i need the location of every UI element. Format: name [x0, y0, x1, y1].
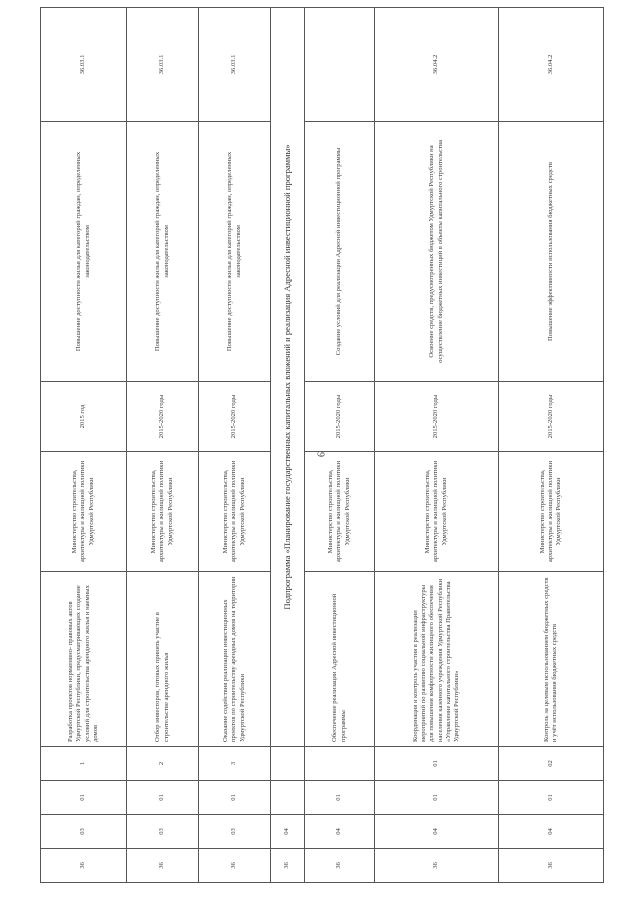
measure-name: Контроль за целевым использованием бюджетных средств и учёт использования бюджетных средств: [499, 572, 604, 747]
page-number: 9: [314, 452, 326, 457]
m-code: 1: [41, 747, 127, 781]
expected-result: Повышение доступности жилья для категорий граждан, определенных законодательством: [127, 122, 199, 382]
executor: Министерство строительства, архитектуры и жилищной политики Удмуртской Республики: [375, 452, 499, 572]
expected-result: Повышение доступности жилья для категорий граждан, определенных законодательством: [199, 122, 271, 382]
indicator-link: 36.03.1: [41, 8, 127, 122]
executor: Министерство строительства, архитектуры и жилищной политики Удмуртской Республики: [127, 452, 199, 572]
measure-name: Разработка проектов нормативно- правовых актов Удмуртской Республики, предусматривающих создание условий для строительства арендного жилья и наемных домов: [41, 572, 127, 747]
gp-code: 36: [41, 849, 127, 883]
rotated-table-sheet: [40, 42, 603, 883]
subprogram-title: Подпрограмма «Планирование государственных капитальных вложений и реализация Адресной инвестиционной программы»: [271, 8, 305, 747]
term: 2015-2020 годы: [305, 382, 375, 452]
om-code: 01: [375, 781, 499, 815]
measure-name: Оказание содействия реализации инвестиционных проектов по строительству арендных домов на территории Удмуртской Республики: [199, 572, 271, 747]
term: 2015-2020 годы: [375, 382, 499, 452]
indicator-link: 36.03.1: [199, 8, 271, 122]
pp-code: 04: [499, 815, 604, 849]
m-code: 2: [127, 747, 199, 781]
executor: Министерство строительства, архитектуры и жилищной политики Удмуртской Республики: [499, 452, 604, 572]
expected-result: Создание условий для реализации Адресной инвестиционной программы: [305, 122, 375, 382]
m-code: 3: [199, 747, 271, 781]
gp-code: 36: [375, 849, 499, 883]
executor: Министерство строительства, архитектуры и жилищной политики Удмуртской Республики: [41, 452, 127, 572]
table-row: [199, 8, 271, 883]
pp-code: 03: [41, 815, 127, 849]
expected-result: Повышение доступности жилья для категорий граждан, определенных законодательством: [41, 122, 127, 382]
gp-code: 36: [199, 849, 271, 883]
term: 2015-2020 годы: [199, 382, 271, 452]
om-code: 01: [499, 781, 604, 815]
m-code: [271, 747, 305, 781]
pp-code: 03: [199, 815, 271, 849]
om-code: 01: [305, 781, 375, 815]
table-row: [127, 8, 199, 883]
gp-code: 36: [127, 849, 199, 883]
indicator-link: 36.03.1: [127, 8, 199, 122]
om-code: 01: [41, 781, 127, 815]
measures-table: [40, 7, 604, 883]
measure-name: Координация и контроль участия в реализации мероприятий по развитию социальной инфраструктуры для повышения комфортности жилищного обеспечения населения казенного учреждения Удмуртской Республики «Управление капитального строительства Правительства Удмуртской Республики»: [375, 572, 499, 747]
term: 2015-2020 годы: [127, 382, 199, 452]
measure-name: Отбор инвесторов, готовых принять участие в строительстве арендного жилья: [127, 572, 199, 747]
table-row: [305, 8, 375, 883]
om-code: 01: [199, 781, 271, 815]
pp-code: 03: [127, 815, 199, 849]
om-code: 01: [127, 781, 199, 815]
om-code: [271, 781, 305, 815]
expected-result: Освоение средств, предусмотренных бюджетом Удмуртской Республики на осуществление бюджетных инвестиций в объекты капитального строительства: [375, 122, 499, 382]
m-code: 01: [375, 747, 499, 781]
table-row: [41, 8, 127, 883]
table-row: [375, 8, 499, 883]
gp-code: 36: [499, 849, 604, 883]
gp-code: 36: [271, 849, 305, 883]
indicator-link: 36.04.2: [499, 8, 604, 122]
indicator-link: 36.04.2: [375, 8, 499, 122]
term: 2015-2020 годы: [499, 382, 604, 452]
expected-result: Повышение эффективности использования бюджетных средств: [499, 122, 604, 382]
measure-name: Обеспечение реализации Адресной инвестиционной программы: [305, 572, 375, 747]
table-row: [499, 8, 604, 883]
executor: Министерство строительства, архитектуры и жилищной политики Удмуртской Республики: [199, 452, 271, 572]
indicator-link: [305, 8, 375, 122]
m-code: 02: [499, 747, 604, 781]
term: 2015 год: [41, 382, 127, 452]
pp-code: 04: [305, 815, 375, 849]
executor: Министерство строительства, архитектуры и жилищной политики Удмуртской Республики: [305, 452, 375, 572]
subprogram-row: [271, 8, 305, 883]
gp-code: 36: [305, 849, 375, 883]
pp-code: 04: [375, 815, 499, 849]
pp-code: 04: [271, 815, 305, 849]
m-code: [305, 747, 375, 781]
